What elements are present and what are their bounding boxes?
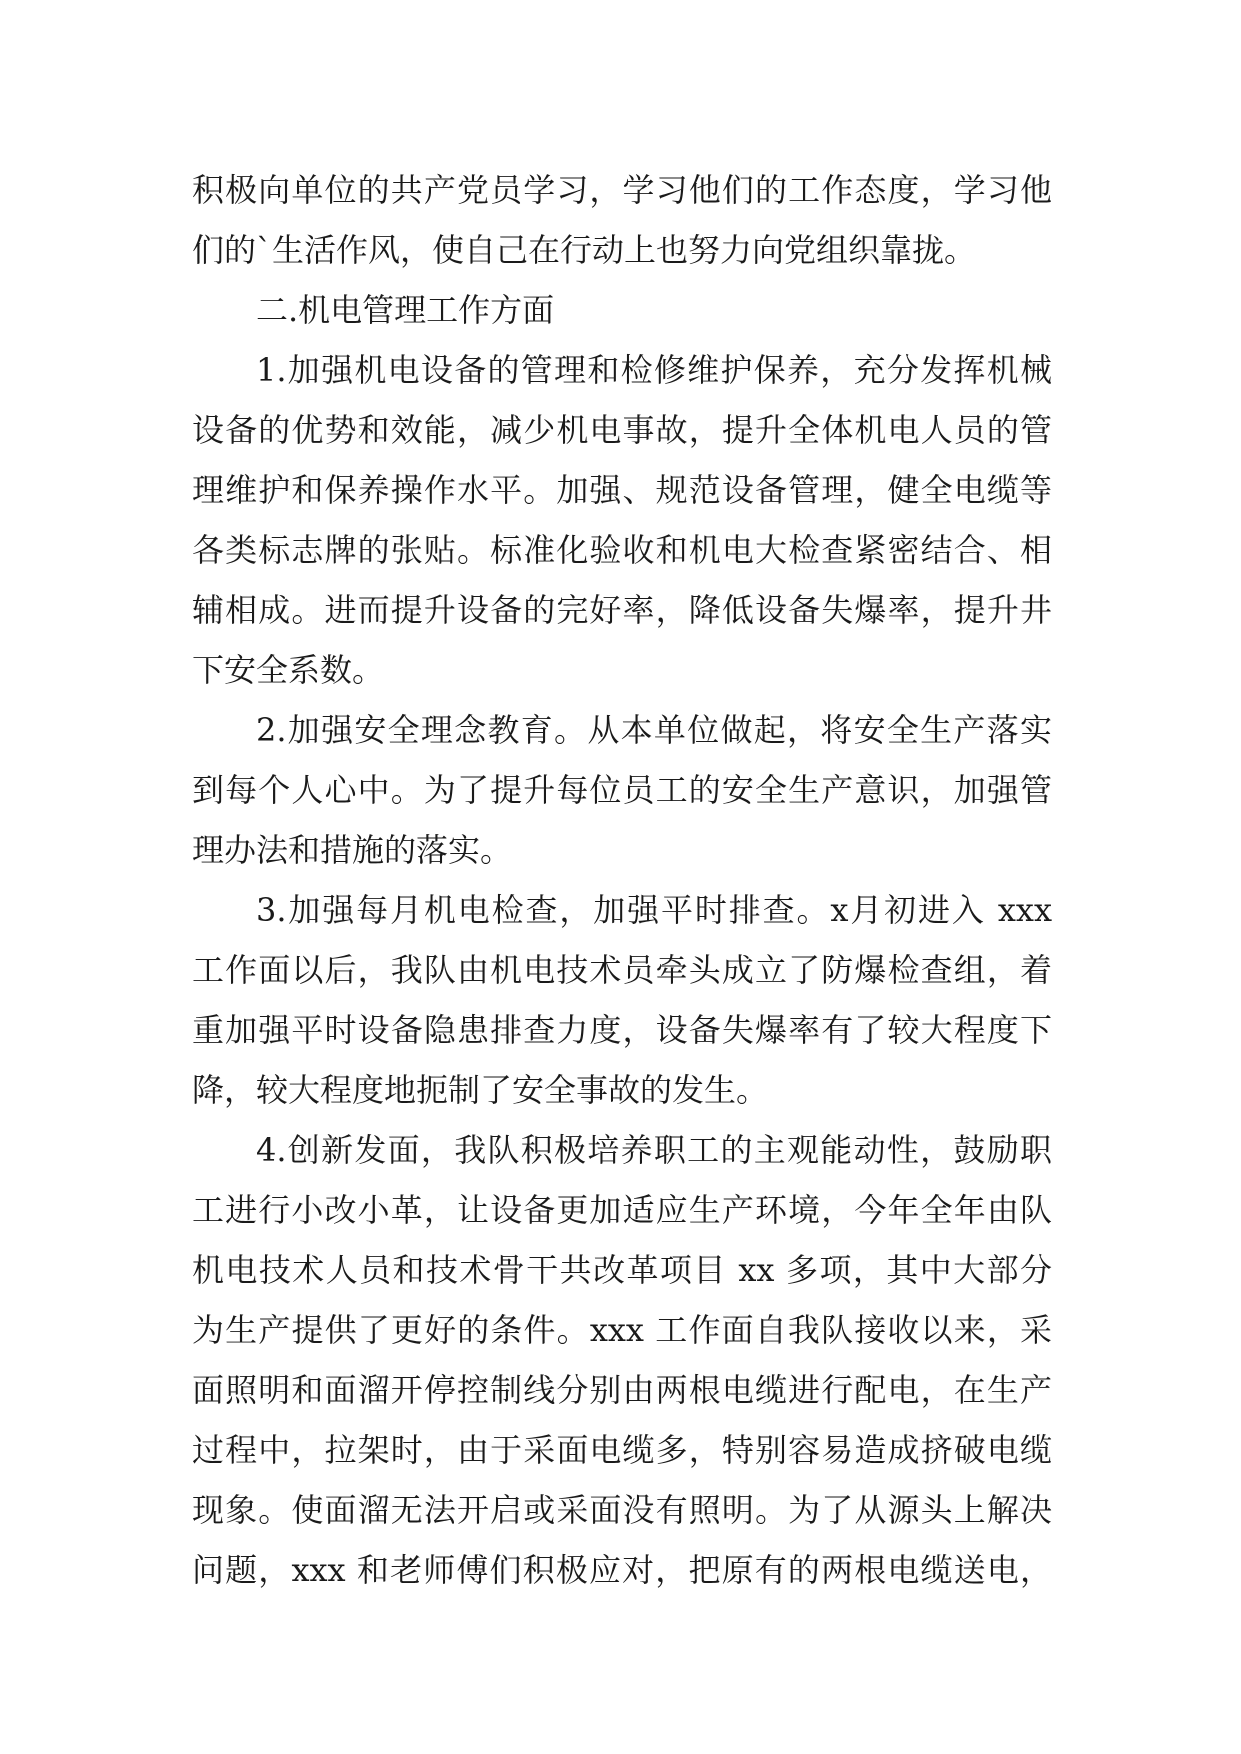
- text-line: 重加强平时设备隐患排查力度，设备失爆率有了较大程度下: [192, 1011, 1052, 1049]
- text-line: 现象。使面溜无法开启或采面没有照明。为了从源头上解决: [192, 1491, 1052, 1529]
- text-line: 机电技术人员和技术骨干共改革项目 xx 多项，其中大部分: [192, 1251, 1052, 1289]
- document-body: [192, 160, 1052, 1600]
- text-line: 理维护和保养操作水平。加强、规范设备管理，健全电缆等: [192, 471, 1052, 509]
- text-line: 为生产提供了更好的条件。xxx 工作面自我队接收以来，采: [192, 1311, 1052, 1349]
- text-line: 2.加强安全理念教育。从本单位做起，将安全生产落实: [256, 711, 1052, 749]
- text-line: 各类标志牌的张贴。标准化验收和机电大检查紧密结合、相: [192, 531, 1052, 569]
- text-line: 3.加强每月机电检查，加强平时排查。x月初进入 xxx: [256, 891, 1052, 929]
- text-line: 面照明和面溜开停控制线分别由两根电缆进行配电，在生产: [192, 1371, 1052, 1409]
- text-line: 积极向单位的共产党员学习，学习他们的工作态度，学习他: [192, 171, 1052, 209]
- text-line: 1.加强机电设备的管理和检修维护保养，充分发挥机械: [256, 351, 1052, 389]
- text-line: 们的`生活作风，使自己在行动上也努力向党组织靠拢。: [192, 231, 977, 269]
- text-line: 降，较大程度地扼制了安全事故的发生。: [192, 1071, 769, 1109]
- text-line: 工作面以后，我队由机电技术员牵头成立了防爆检查组，着: [192, 951, 1052, 989]
- text-line: 过程中，拉架时，由于采面电缆多，特别容易造成挤破电缆: [192, 1431, 1052, 1469]
- text-line: 二.机电管理工作方面: [256, 291, 555, 329]
- text-line: 辅相成。进而提升设备的完好率，降低设备失爆率，提升井: [192, 591, 1052, 629]
- text-line: 到每个人心中。为了提升每位员工的安全生产意识，加强管: [192, 771, 1052, 809]
- text-line: 工进行小改小革，让设备更加适应生产环境，今年全年由队: [192, 1191, 1052, 1229]
- text-line: 理办法和措施的落实。: [192, 831, 513, 869]
- text-line: 4.创新发面，我队积极培养职工的主观能动性，鼓励职: [256, 1131, 1052, 1169]
- text-line: 下安全系数。: [192, 651, 385, 689]
- text-line: 设备的优势和效能，减少机电事故，提升全体机电人员的管: [192, 411, 1052, 449]
- text-line: 问题，xxx 和老师傅们积极应对，把原有的两根电缆送电，: [192, 1551, 1052, 1589]
